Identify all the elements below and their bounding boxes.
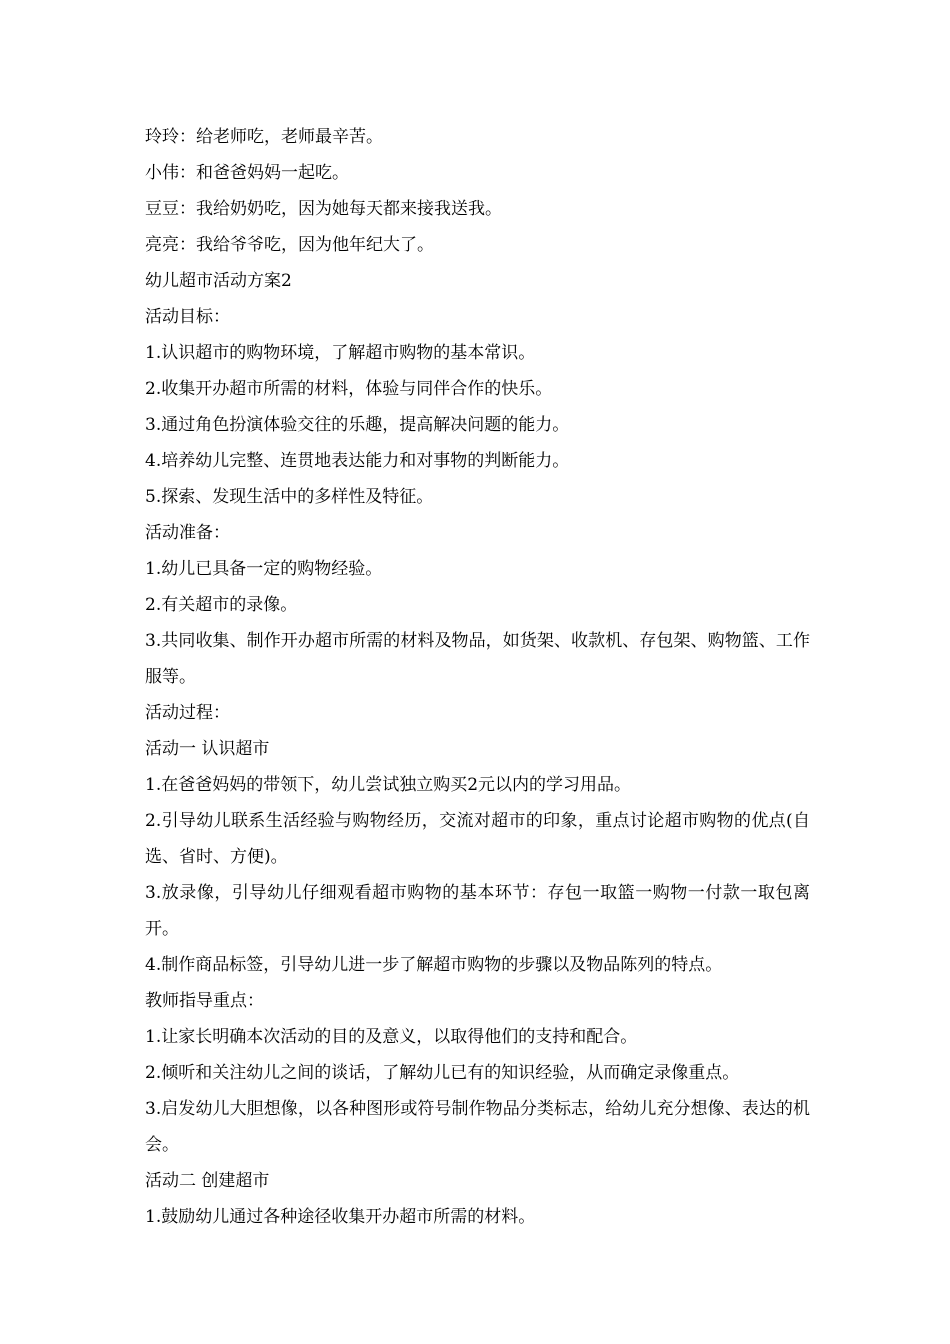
paragraph-4: 亮亮：我给爷爷吃，因为他年纪大了。	[145, 235, 434, 255]
goal-item-2: 2.收集开办超市所需的材料，体验与同伴合作的快乐。	[145, 379, 553, 399]
goal-item-1: 1.认识超市的购物环境，了解超市购物的基本常识。	[145, 343, 536, 363]
goal-item-3: 3.通过角色扮演体验交往的乐趣，提高解决问题的能力。	[145, 415, 570, 435]
paragraph-2: 小伟：和爸爸妈妈一起吃。	[145, 163, 349, 183]
paragraph-3: 豆豆：我给奶奶吃，因为她每天都来接我送我。	[145, 199, 502, 219]
heading-goals: 活动目标：	[145, 307, 230, 327]
guidance-item-2: 2.倾听和关注幼儿之间的谈话，了解幼儿已有的知识经验，从而确定录像重点。	[145, 1063, 740, 1083]
heading-activity-1: 活动一 认识超市	[145, 739, 270, 759]
heading-activity-2: 活动二 创建超市	[145, 1171, 270, 1191]
activity1-item-4: 4.制作商品标签，引导幼儿进一步了解超市购物的步骤以及物品陈列的特点。	[145, 955, 723, 975]
goal-item-5: 5.探索、发现生活中的多样性及特征。	[145, 487, 434, 507]
guidance-item-3: 3.启发幼儿大胆想像，以各种图形或符号制作物品分类标志，给幼儿充分想像、表达的机会。	[145, 1099, 810, 1155]
prep-item-2: 2.有关超市的录像。	[145, 595, 298, 615]
heading-teacher-guidance: 教师指导重点：	[145, 991, 264, 1011]
activity1-item-3: 3.放录像，引导幼儿仔细观看超市购物的基本环节：存包一取篮一购物一付款一取包离开。	[145, 883, 810, 939]
paragraph-1: 玲玲：给老师吃，老师最辛苦。	[145, 127, 383, 147]
heading-process: 活动过程：	[145, 703, 230, 723]
prep-item-3: 3.共同收集、制作开办超市所需的材料及物品，如货架、收款机、存包架、购物篮、工作服等。	[145, 631, 810, 687]
section-title: 幼儿超市活动方案2	[145, 271, 292, 291]
guidance-item-1: 1.让家长明确本次活动的目的及意义，以取得他们的支持和配合。	[145, 1027, 638, 1047]
document-body	[145, 119, 810, 1235]
heading-preparation: 活动准备：	[145, 523, 230, 543]
activity1-item-2: 2.引导幼儿联系生活经验与购物经历，交流对超市的印象，重点讨论超市购物的优点(自选、省时、方便)。	[145, 811, 810, 867]
prep-item-1: 1.幼儿已具备一定的购物经验。	[145, 559, 383, 579]
activity1-item-1: 1.在爸爸妈妈的带领下，幼儿尝试独立购买2元以内的学习用品。	[145, 775, 632, 795]
goal-item-4: 4.培养幼儿完整、连贯地表达能力和对事物的判断能力。	[145, 451, 570, 471]
activity2-item-1: 1.鼓励幼儿通过各种途径收集开办超市所需的材料。	[145, 1207, 536, 1227]
